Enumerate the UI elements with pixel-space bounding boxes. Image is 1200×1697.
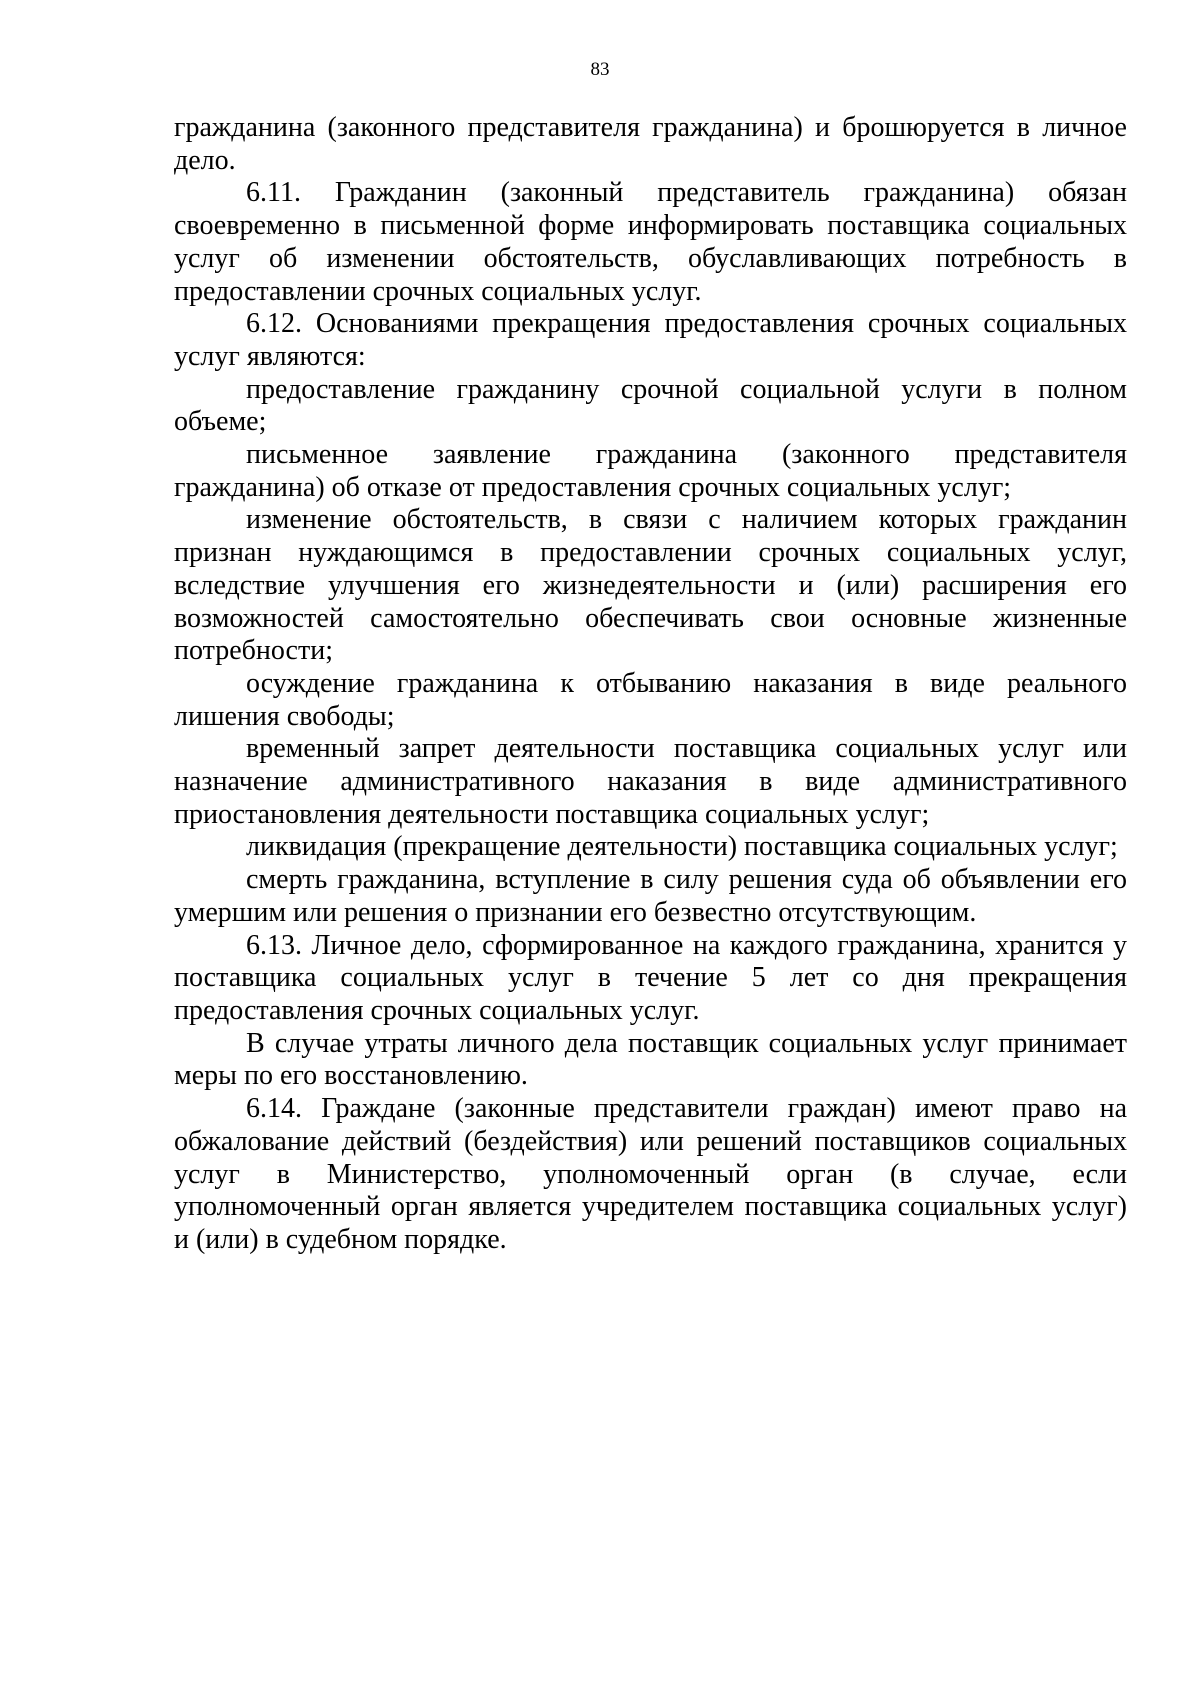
list-item-written-refusal: письменное заявление гражданина (законного представителя гражданина) об отказе от предоставления срочных социальных услуг; [174, 439, 1127, 503]
list-item-conviction: осуждение гражданина к отбыванию наказания в виде реального лишения свободы; [174, 667, 1127, 732]
list-item-changed-circumstances: изменение обстоятельств, в связи с наличием которых гражданин признан нуждающимся в предоставлении срочных социальных услуг, вследствие улучшения его жизнедеятельности и (или) расширения его возможностей самостоятельно обеспечивать свои основные жизненные потребности; [174, 504, 1127, 667]
paragraph-6-14: 6.14. Граждане (законные представители граждан) имеют право на обжалование действий (бездействия) или решений поставщиков социальных услуг в Министерство, уполномоченный орган (в случае, если уполномоченный орган является учредителем поставщика социальных услуг) и (или) в судебном порядке. [174, 1093, 1127, 1255]
paragraph-6-12: 6.12. Основаниями прекращения предоставления срочных социальных услуг являются: [174, 308, 1127, 372]
paragraph-file-loss: В случае утраты личного дела поставщик социальных услуг принимает меры по его восстановлению. [174, 1027, 1127, 1092]
list-item-full-service: предоставление гражданину срочной социальной услуги в полном объеме; [174, 373, 1127, 438]
paragraph-6-13: 6.13. Личное дело, сформированное на каждого гражданина, хранится у поставщика социальных услуг в течение 5 лет со дня прекращения предоставления срочных социальных услуг. [174, 929, 1127, 1026]
list-item-activity-ban: временный запрет деятельности поставщика социальных услуг или назначение административного наказания в виде административного приостановления деятельности поставщика социальных услуг; [174, 733, 1127, 830]
paragraph-6-11: 6.11. Гражданин (законный представитель гражданина) обязан своевременно в письменной форме информировать поставщика социальных услуг об изменении обстоятельств, обуславливающих потребность в предоставлении срочных социальных услуг. [174, 177, 1127, 307]
paragraph-continuation: гражданина (законного представителя гражданина) и брошюруется в личное дело. [174, 112, 1127, 176]
document-body [174, 112, 1127, 1257]
list-item-liquidation: ликвидация (прекращение деятельности) поставщика социальных услуг; [246, 831, 1118, 863]
list-item-death: смерть гражданина, вступление в силу решения суда об объявлении его умершим или решения о признании его безвестно отсутствующим. [174, 864, 1127, 928]
page-number: 83 [590, 59, 610, 80]
